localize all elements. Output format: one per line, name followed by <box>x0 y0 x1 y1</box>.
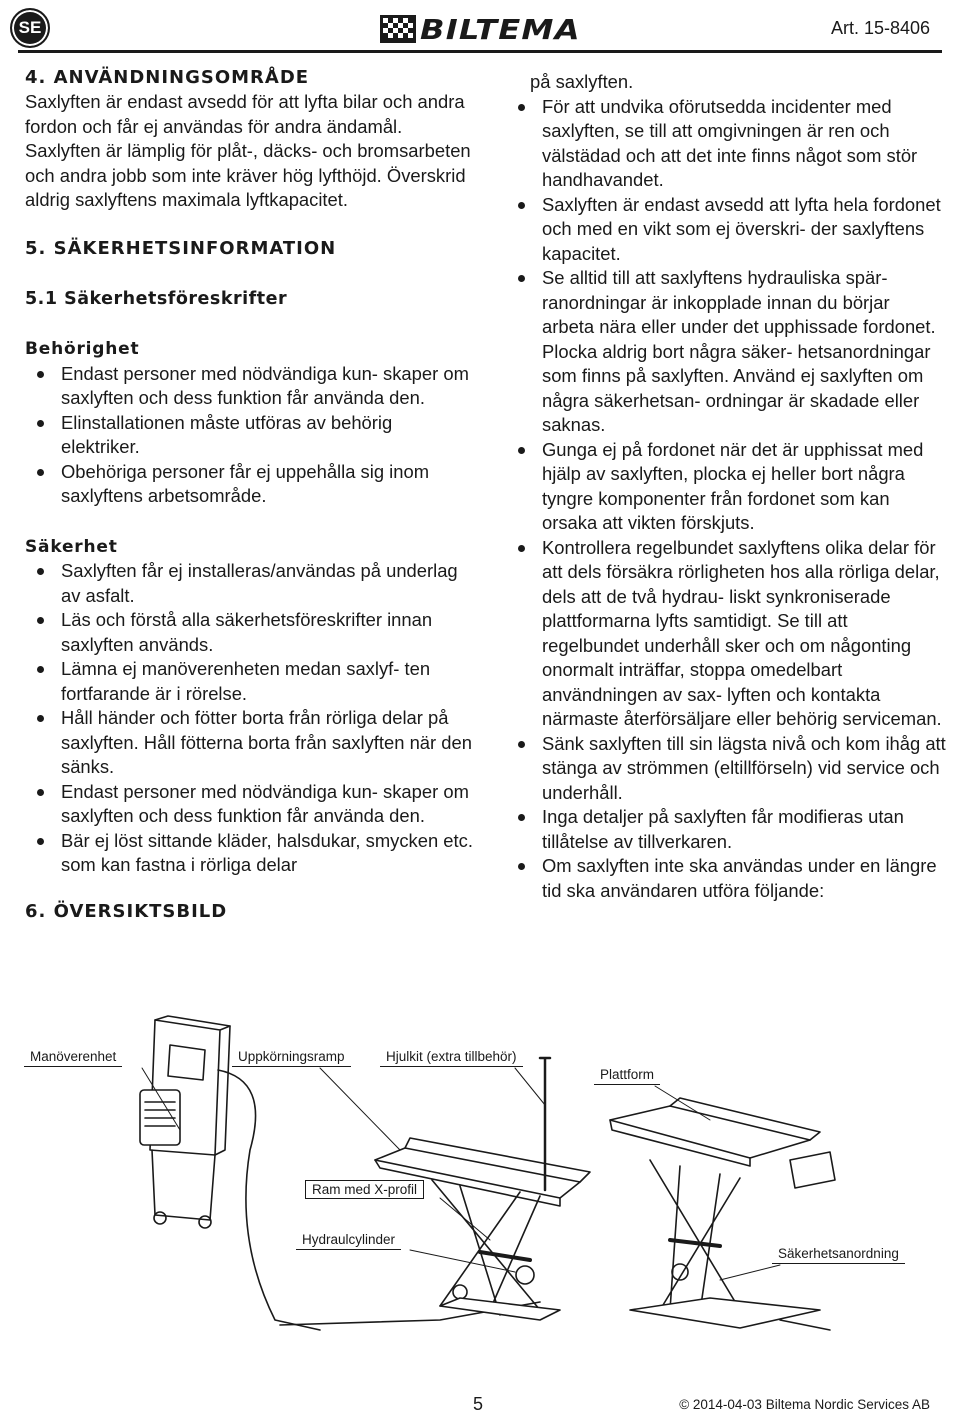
overview-diagram <box>20 1010 940 1370</box>
left-platform <box>375 1138 590 1320</box>
label-control-unit: Manöverenhet <box>24 1049 122 1067</box>
list-item: Bär ej löst sittande kläder, halsdukar, smycken etc. som kan fastna i rörliga delar <box>25 829 475 878</box>
article-number: Art. 15-8406 <box>830 18 930 38</box>
list-item: Endast personer med nödvändiga kun- skaper om saxlyften och dess funktion får använda den. <box>25 362 475 411</box>
label-hydraulic-cylinder: Hydraulcylinder <box>296 1232 401 1250</box>
language-badge: SE <box>10 8 50 48</box>
list-item: Saxlyften får ej installeras/användas på underlag av asfalt. <box>25 559 475 608</box>
label-safety-device: Säkerhetsanordning <box>772 1246 905 1264</box>
list-item: Om saxlyften inte ska användas under en längre tid ska användaren utföra följande: <box>506 854 946 903</box>
list-item: Lämna ej manöverenheten medan saxlyf- ten fortfarande är i rörelse. <box>25 657 475 706</box>
list-item: Elinstallationen måste utföras av behörig elektriker. <box>25 411 475 460</box>
page-number: 5 <box>473 1394 484 1414</box>
list-item: Gunga ej på fordonet när det är upphissat med hjälp av saxlyften, plocka ej heller bort några tyngre komponenter från fordonet som kan orsaka att vikten förskjuts. <box>506 438 946 536</box>
header-divider <box>18 50 942 53</box>
safety-list <box>25 559 475 878</box>
right-platform <box>610 1098 835 1330</box>
label-wheel-kit: Hjulkit (extra tillbehör) <box>380 1049 523 1067</box>
brand-logo <box>380 12 581 46</box>
section-6-title: 6. ÖVERSIKTSBILD <box>25 900 228 922</box>
copyright: © 2014-04-03 Biltema Nordic Services AB <box>679 1397 930 1412</box>
checkered-flag-icon <box>380 15 416 43</box>
list-item: Endast personer med nödvändiga kun- skaper om saxlyften och dess funktion får använda den. <box>25 780 475 829</box>
brand-name: BILTEMA <box>420 12 581 46</box>
section-5-1-title: 5.1 Säkerhetsföreskrifter <box>25 288 288 309</box>
list-item: Inga detaljer på saxlyften får modifieras utan tillåtelse av tillverkaren. <box>506 805 946 854</box>
continuation-text: på saxlyften. <box>530 71 634 92</box>
label-ramp: Uppkörningsramp <box>232 1049 351 1067</box>
label-frame: Ram med X-profil <box>305 1180 424 1199</box>
section-4-text: Saxlyften är endast avsedd för att lyfta bilar och andra fordon och får ej användas för andra ändamål. Saxlyften är lämplig för plåt-, däcks- och bromsarbeten och andra jobb som inte kräver hög lyfthöjd. Överskrid aldrig saxlyftens maximala lyftkapacitet. <box>25 91 471 210</box>
group-authorization-title: Behörighet <box>25 339 140 359</box>
list-item: Obehöriga personer får ej uppehålla sig inom saxlyftens arbetsområde. <box>25 460 475 509</box>
safety-list-continued <box>506 95 946 904</box>
list-item: Håll händer och fötter borta från rörliga delar på saxlyften. Håll fötterna borta från saxlyften när den sänks. <box>25 706 475 780</box>
list-item: Saxlyften är endast avsedd att lyfta hela fordonet och med en vikt som ej överskri- der saxlyftens kapacitet. <box>506 193 946 267</box>
section-5-title: 5. SÄKERHETSINFORMATION <box>25 237 337 259</box>
list-item: Läs och förstå alla säkerhetsföreskrifter innan saxlyften används. <box>25 608 475 657</box>
list-item: För att undvika oförutsedda incidenter med saxlyften, se till att omgivningen är ren och välstädad och att det inte finns något som stör handhavandet. <box>506 95 946 193</box>
authorization-list <box>25 362 475 509</box>
list-item: Kontrollera regelbundet saxlyftens olika delar för att dels försäkra rörligheten hos alla rörliga delar, dels att de två hydrau- liskt synkroniserade plattformarna lyfts samtidigt. Se till att regelbundet underhåll sker och om någonting onormalt inträffar, stoppa omedelbart användningen av sax- lyften och kontakta närmaste återförsäljare eller behörig serviceman. <box>506 536 946 732</box>
left-column <box>25 66 475 924</box>
group-safety-title: Säkerhet <box>25 536 118 557</box>
section-4-title: 4. ANVÄNDNINGSOMRÅDE <box>25 67 310 88</box>
wheel-kit-handle <box>540 1058 550 1190</box>
list-item: Sänk saxlyften till sin lägsta nivå och kom ihåg att stänga av strömmen (eltillförseln) vid service och underhåll. <box>506 732 946 806</box>
label-platform: Plattform <box>594 1067 660 1085</box>
right-column <box>506 70 946 903</box>
list-item: Se alltid till att saxlyftens hydrauliska spär- ranordningar är inkopplade innan du börjar arbeta nära eller under det upphissade fordonet. Plocka aldrig bort några säker- hetsanordningar som finns på saxlyften. Använd ej saxlyften om några säkerhetsan- ordningar är skadade eller saknas. <box>506 266 946 438</box>
